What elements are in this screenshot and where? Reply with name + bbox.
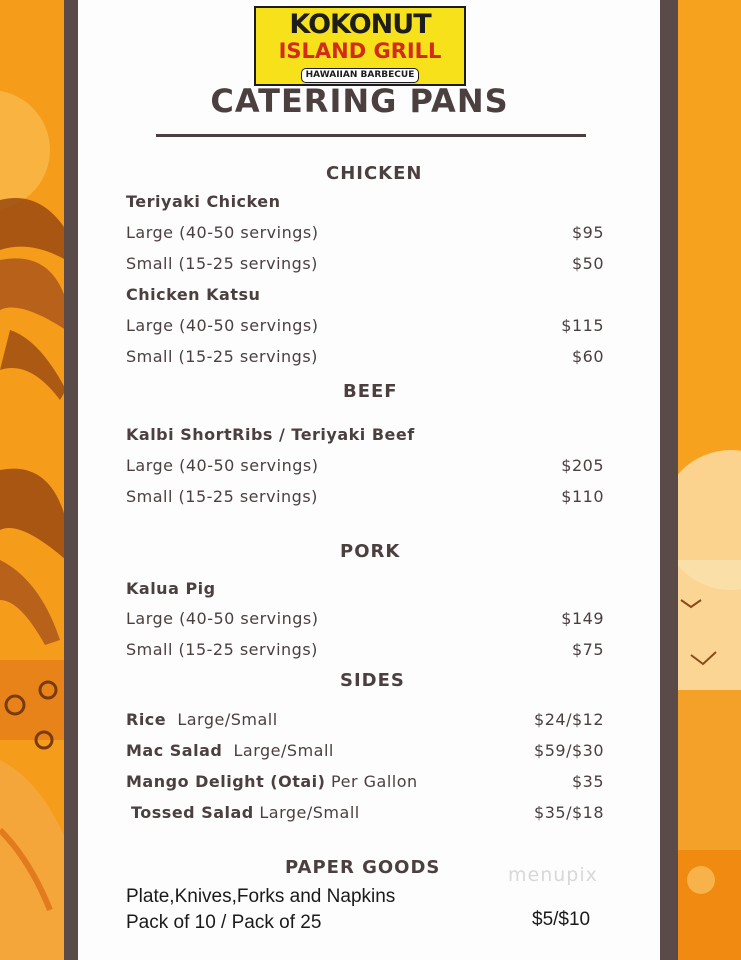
- size-label: Large (40-50 servings): [126, 609, 319, 628]
- size-label: Small (15-25 servings): [126, 640, 318, 659]
- price-value: $110: [561, 487, 604, 506]
- price-value: $60: [571, 347, 604, 366]
- side-name: Mango Delight (Otai): [126, 772, 326, 791]
- title-divider: [156, 134, 586, 137]
- side-name: Mac Salad: [126, 741, 223, 760]
- price-value: $59/$30: [534, 741, 604, 760]
- side-detail: Large/Small: [233, 741, 334, 760]
- size-label: Small (15-25 servings): [126, 487, 318, 506]
- side-name: Tossed Salad: [131, 803, 254, 822]
- side-row-rice: [126, 710, 604, 732]
- price-row: [126, 223, 604, 245]
- size-label: Large (40-50 servings): [126, 223, 319, 242]
- price-row: [126, 640, 604, 662]
- item-name-kalua-pig: Kalua Pig: [126, 579, 216, 598]
- item-name-kalbi-shortribs: Kalbi ShortRibs / Teriyaki Beef: [126, 425, 415, 444]
- price-value: $50: [571, 254, 604, 273]
- paper-goods-description: Plate,Knives,Forks and Napkins: [126, 886, 396, 907]
- side-detail: Large/Small: [177, 710, 278, 729]
- section-heading-paper-goods: PAPER GOODS: [285, 857, 441, 878]
- price-value: $205: [561, 456, 604, 475]
- price-value: $75: [571, 640, 604, 659]
- price-value: $95: [571, 223, 604, 242]
- price-value: $24/$12: [534, 710, 604, 729]
- price-value: $115: [561, 316, 604, 335]
- paper-goods-pack-sizes: Pack of 10 / Pack of 25: [126, 912, 322, 933]
- price-value: $35: [571, 772, 604, 791]
- watermark-text: menupix: [508, 864, 598, 886]
- palm-tree-illustration: [0, 0, 66, 960]
- size-label: Large (40-50 servings): [126, 316, 319, 335]
- side-row-mac-salad: [126, 741, 604, 763]
- left-background-art: [0, 0, 66, 960]
- price-row: [126, 456, 604, 478]
- section-heading-chicken: CHICKEN: [326, 163, 423, 184]
- price-row: [126, 609, 604, 631]
- side-detail: Per Gallon: [331, 772, 418, 791]
- side-detail: Large/Small: [259, 803, 360, 822]
- section-heading-sides: SIDES: [340, 670, 405, 691]
- restaurant-logo: [254, 6, 466, 86]
- price-row: [126, 254, 604, 276]
- price-row: [126, 487, 604, 509]
- price-value: $35/$18: [534, 803, 604, 822]
- size-label: Large (40-50 servings): [126, 456, 319, 475]
- price-value: $149: [561, 609, 604, 628]
- price-row: [126, 316, 604, 338]
- logo-subtitle: ISLAND GRILL: [278, 39, 442, 63]
- page-title: CATERING PANS: [210, 82, 509, 120]
- logo-brand-name: KOKONUT: [289, 9, 431, 40]
- size-label: Small (15-25 servings): [126, 254, 318, 273]
- paper-goods-price: $5/$10: [532, 909, 591, 930]
- side-name: Rice: [126, 710, 167, 729]
- size-label: Small (15-25 servings): [126, 347, 318, 366]
- price-row: [126, 347, 604, 369]
- section-heading-pork: PORK: [340, 541, 401, 562]
- section-heading-beef: BEEF: [343, 381, 398, 402]
- side-row-mango-delight: [126, 772, 604, 794]
- logo-tagline: HAWAIIAN BARBECUE: [301, 68, 420, 83]
- item-name-teriyaki-chicken: Teriyaki Chicken: [126, 192, 281, 211]
- side-row-tossed-salad: [126, 803, 604, 825]
- item-name-chicken-katsu: Chicken Katsu: [126, 285, 261, 304]
